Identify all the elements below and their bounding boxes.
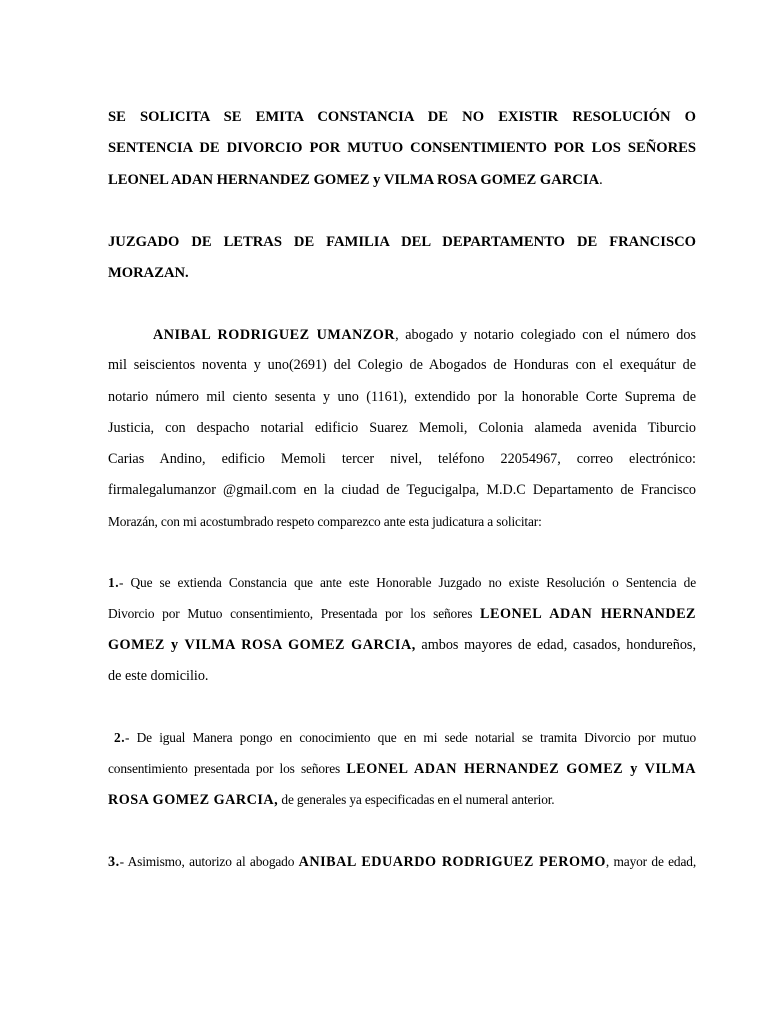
heading-period: . — [599, 172, 603, 188]
item3-line-1: 3.- Asimismo, autorizo al abogado ANIBAL EDUARDO RODRIGUEZ PEROMO, mayor de edad, — [108, 854, 697, 870]
notary-name: ANIBAL RODRIGUEZ UMANZOR — [153, 327, 396, 343]
heading-line-3 — [108, 171, 696, 189]
heading-parties: LEONEL ADAN HERNANDEZ GOMEZ y VILMA ROSA GOMEZ GARCIA — [108, 172, 600, 188]
item1-line-3: GOMEZ y VILMA ROSA GOMEZ GARCIA, ambos mayores de edad, casados, hondureños, — [108, 637, 696, 653]
heading-line-1: SE SOLICITA SE EMITA CONSTANCIA DE NO EXISTIR RESOLUCIÓN O — [108, 109, 696, 125]
item2-line-3: ROSA GOMEZ GARCIA, de generales ya especificadas en el numeral anterior. — [108, 792, 555, 808]
intro-line-6: firmalegalumanzor @gmail.com en la ciudad de Tegucigalpa, M.D.C Departamento de Francisco — [108, 482, 696, 498]
item2-line-1: 2.- De igual Manera pongo en conocimiento que en mi sede notarial se tramita Divorcio por mutuo — [114, 730, 696, 745]
intro-line-5: Carias Andino, edificio Memoli tercer nivel, teléfono 22054967, correo electrónico: — [108, 451, 696, 467]
heading-line-2: SENTENCIA DE DIVORCIO POR MUTUO CONSENTIMIENTO POR LOS SEÑORES — [108, 140, 696, 156]
intro-line-3: notario número mil ciento sesenta y uno (1161), extendido por la honorable Corte Suprema de — [108, 389, 696, 405]
intro-line-2: mil seiscientos noventa y uno(2691) del Colegio de Abogados de Honduras con el exequátur de — [108, 357, 696, 373]
item3-number: 3. — [108, 854, 120, 870]
intro-line-1: ANIBAL RODRIGUEZ UMANZOR, abogado y notario colegiado con el número dos — [153, 327, 696, 343]
intro-line-7: Morazán, con mi acostumbrado respeto comparezco ante esta judicatura a solicitar: — [108, 514, 542, 529]
item1-number: 1. — [108, 575, 120, 590]
court-line-2: MORAZAN. — [108, 265, 189, 281]
court-line-1: JUZGADO DE LETRAS DE FAMILIA DEL DEPARTAMENTO DE FRANCISCO — [108, 234, 696, 250]
item1-line-2: Divorcio por Mutuo consentimiento, Presentada por los señores LEONEL ADAN HERNANDEZ — [108, 606, 696, 622]
item1-line-1: 1.- Que se extienda Constancia que ante este Honorable Juzgado no existe Resolución o Sentencia de — [108, 575, 696, 590]
intro-line-4: Justicia, con despacho notarial edificio Suarez Memoli, Colonia alameda avenida Tiburcio — [108, 420, 696, 436]
item2-number: 2. — [114, 730, 126, 745]
item2-line-2: consentimiento presentada por los señores LEONEL ADAN HERNANDEZ GOMEZ y VILMA — [108, 761, 697, 777]
item1-line-4: de este domicilio. — [108, 668, 209, 684]
